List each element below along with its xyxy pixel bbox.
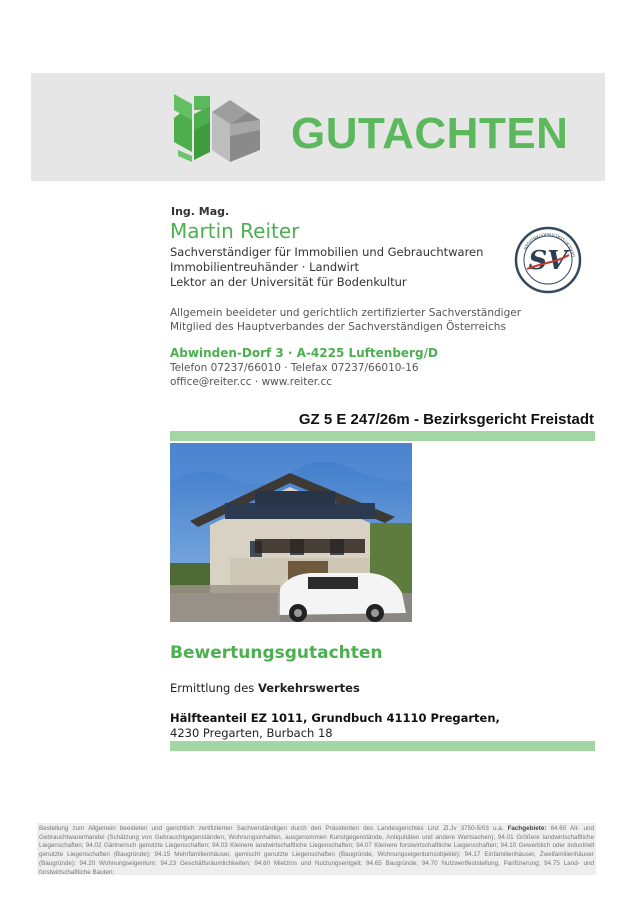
role-line: Sachverständiger für Immobilien und Gebrauchtwaren: [170, 245, 484, 259]
contact-info: [170, 361, 419, 389]
role-line: Immobilientreuhänder · Landwirt: [170, 260, 360, 274]
case-number: GZ 5 E 247/26m - Bezirksgericht Freistadt: [298, 411, 594, 428]
sv-seal-icon: [513, 225, 583, 295]
property-address: 4230 Pregarten, Burbach 18: [170, 726, 333, 740]
document-title: Bewertungsgutachten: [170, 643, 383, 663]
accreditation-line: Allgemein beeideter und gerichtlich zertifizierter Sachverständiger: [170, 307, 522, 319]
document-intro: [170, 681, 360, 695]
accreditation: [170, 306, 521, 334]
expert-prefix: Ing. Mag.: [171, 205, 230, 218]
footer-fields: 84.60 Alt- und Gebrauchtwarenhandel (Schätzung von Gebrauchtgegenständen, Wohnungsinhalten, ausgenommen Kunstgegenstände, Antiquitäten und andere Wertsachen); 94.01 Größere landwirtschaftliche Liegenschaften; 94.02 Gärtnerisch genutzte Liegenschaften; 94.03 Kleinere landwirtschaftliche Liegenschaften; 94.07 Kleinere forstwirtschaftliche Liegenschaften; 94.10 Gewerblich oder industriell genutzte Liegenschaften (Baugründe); 94.15 Mehrfamilienhäuser, gemischt genutzte Liegenschaften (Baugründe, Wohnungseigentumsobjekte); 94.17 Einfamilienhäuser, Zweifamilienhäuser (Baugründe); 94.20 Wohnungseigentum; 94.23 Geschäftsräumlichkeiten; 94.60 Mietzins und Nutzungsentgelt; 94.65 Baugründe; 94.70 Nutzwertfeststellung, Parifizierung; 94.75 Land- und forstwirtschaftliche Bauten;: [39, 825, 594, 875]
property-title: Hälfteanteil EZ 1011, Grundbuch 41110 Pregarten,: [170, 711, 500, 725]
footer-disclaimer: [37, 823, 596, 875]
intro-prefix: Ermittlung des: [170, 681, 258, 695]
divider-bar: [170, 431, 595, 441]
divider-bar: [170, 741, 595, 751]
seal-ring-text: GERICHTSSACHVERSTÄNDIGER: [522, 231, 576, 258]
seal-letters: SV: [528, 246, 568, 276]
banner-title: GUTACHTEN: [291, 109, 569, 158]
house-photo: [170, 443, 412, 622]
accreditation-line: Mitglied des Hauptverbandes der Sachverständigen Österreichs: [170, 321, 506, 333]
phone-line: Telefon 07237/66010 · Telefax 07237/66010-16: [170, 362, 419, 374]
footer-label: Fachgebiete:: [507, 825, 547, 832]
expert-name: Martin Reiter: [170, 219, 300, 243]
footer-text: Bestellung zum Allgemein beeideten und gerichtlich zertifizierten Sachverständigen durch den Präsidenten des Landesgerichtes Linz Zl.Jv 3750-5/03 u.a.: [39, 825, 508, 832]
web-line: office@reiter.cc · www.reiter.cc: [170, 376, 333, 388]
house-logo-icon: [170, 90, 262, 166]
role-line: Lektor an der Universität für Bodenkultur: [170, 275, 407, 289]
intro-bold: Verkehrswertes: [257, 681, 360, 695]
expert-roles: [170, 245, 483, 290]
office-address: Abwinden-Dorf 3 · A-4225 Luftenberg/D: [170, 346, 438, 360]
